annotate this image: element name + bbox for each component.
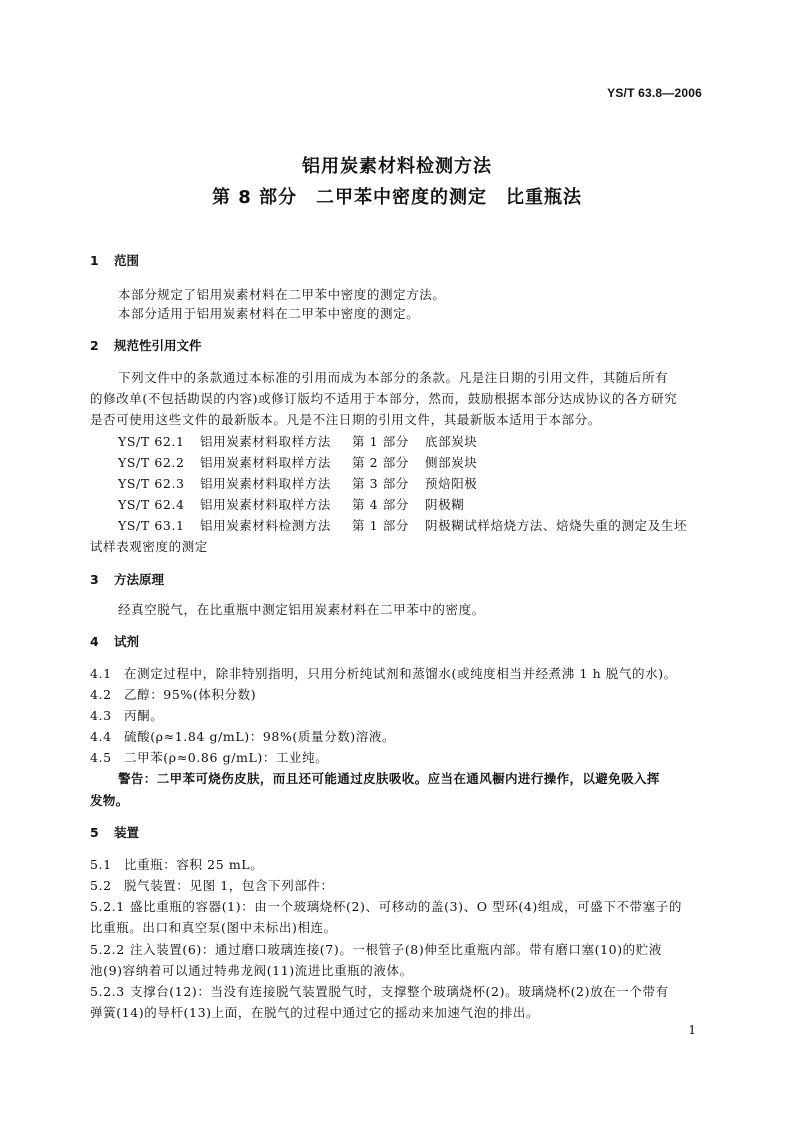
clause-item: 5.2.2 注入装置(6)：通过磨口玻璃连接(7)。一根管子(8)伸至比重瓶内部。带有磨口塞(10)的贮液 <box>90 942 662 957</box>
warning-text: 发物。 <box>90 793 129 808</box>
section-4-heading <box>90 632 139 650</box>
reference-item: YS/T 63.1 铝用炭素材料检测方法 第 1 部分 阴极糊试样焙烧方法、焙烧失重的测定及生坯 <box>118 518 688 533</box>
section-1-heading <box>90 251 139 269</box>
warning-text: 警告：二甲苯可烧伤皮肤，而且还可能通过皮肤吸收。应当在通风橱内进行操作，以避免吸入挥 <box>118 771 660 786</box>
reference-item-continuation: 试样表观密度的测定 <box>90 539 208 554</box>
section-3-heading <box>90 570 164 588</box>
section-5-heading <box>90 823 139 841</box>
paragraph-line: 的修改单(不包括勘误的内容)或修订版均不适用于本部分，然而，鼓励根据本部分达成协议的各方研究 <box>90 391 678 406</box>
clause-item: 4.5 二甲苯(ρ≈0.86 g/mL)：工业纯。 <box>90 750 329 765</box>
section-number: 3 <box>90 572 99 587</box>
section-2-heading <box>90 336 202 354</box>
section-number: 2 <box>90 338 99 353</box>
document-title: 铝用炭素材料检测方法 <box>302 156 492 177</box>
section-title: 装置 <box>114 825 140 840</box>
paragraph: 经真空脱气，在比重瓶中测定铝用炭素材料在二甲苯中的密度。 <box>118 602 485 617</box>
section-number: 5 <box>90 825 99 840</box>
paragraph-line: 是否可使用这些文件的最新版本。凡是不注日期的引用文件，其最新版本适用于本部分。 <box>90 412 601 427</box>
reference-item: YS/T 62.1 铝用炭素材料取样方法 第 1 部分 底部炭块 <box>118 434 478 449</box>
section-title: 范围 <box>114 253 140 268</box>
standard-number: YS/T 63.8—2006 <box>607 86 702 100</box>
clause-item: 4.1 在测定过程中，除非特别指明，只用分析纯试剂和蒸馏水(或纯度相当并经煮沸 1 h 脱气的水)。 <box>90 666 677 681</box>
clause-item: 4.2 乙醇：95%(体积分数) <box>90 687 257 702</box>
clause-item: 5.2 脱气装置：见图 1，包含下列部件： <box>90 878 334 893</box>
section-title: 试剂 <box>114 634 140 649</box>
document-subtitle: 第 8 部分 二甲苯中密度的测定 比重瓶法 <box>211 187 583 208</box>
reference-item: YS/T 62.2 铝用炭素材料取样方法 第 2 部分 侧部炭块 <box>118 455 478 470</box>
paragraph-line: 下列文件中的条款通过本标准的引用而成为本部分的条款。凡是注日期的引用文件，其随后所有 <box>118 370 669 385</box>
clause-item-continuation: 池(9)容纳着可以通过特弗龙阀(11)流进比重瓶的液体。 <box>90 963 413 978</box>
section-number: 4 <box>90 634 99 649</box>
paragraph: 本部分适用于铝用炭素材料在二甲苯中密度的测定。 <box>118 306 420 321</box>
section-title: 方法原理 <box>114 572 165 587</box>
clause-item: 4.3 丙酮。 <box>90 708 164 723</box>
paragraph: 本部分规定了铝用炭素材料在二甲苯中密度的测定方法。 <box>118 287 446 302</box>
clause-item-continuation: 比重瓶。出口和真空泵(图中未标出)相连。 <box>90 920 337 935</box>
section-number: 1 <box>90 253 99 268</box>
clause-item: 5.2.3 支撑台(12)：当没有连接脱气装置脱气时，支撑整个玻璃烧杯(2)。玻璃烧杯(2)放在一个带有 <box>90 984 669 999</box>
section-title: 规范性引用文件 <box>114 338 202 353</box>
clause-item: 5.1 比重瓶：容积 25 mL。 <box>90 857 264 872</box>
clause-item: 5.2.1 盛比重瓶的容器(1)：由一个玻璃烧杯(2)、可移动的盖(3)、O 型环(4)组成，可盛下不带塞子的 <box>90 899 682 914</box>
page-number: 1 <box>688 1023 696 1037</box>
reference-item: YS/T 62.3 铝用炭素材料取样方法 第 3 部分 预焙阳极 <box>118 476 478 491</box>
reference-item: YS/T 62.4 铝用炭素材料取样方法 第 4 部分 阴极糊 <box>118 497 465 512</box>
clause-item: 4.4 硫酸(ρ≈1.84 g/mL)：98%(质量分数)溶液。 <box>90 729 396 744</box>
clause-item-continuation: 弹簧(14)的导杆(13)上面，在脱气的过程中通过它的摇动来加速气泡的排出。 <box>90 1005 540 1020</box>
